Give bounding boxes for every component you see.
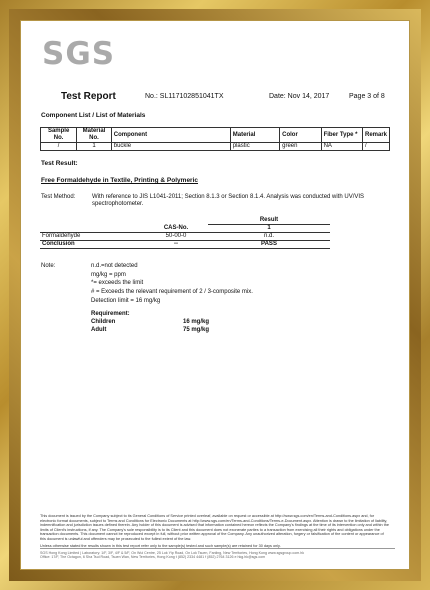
col-sample-no: Sample No. xyxy=(41,128,77,143)
report-title: Test Report xyxy=(61,91,116,102)
test-result-heading: Test Result: xyxy=(41,160,78,167)
note-line: Detection limit = 16 mg/kg xyxy=(91,298,161,304)
analyte-cas: 50-00-0 xyxy=(144,233,208,241)
requirement-group: Children xyxy=(91,319,116,325)
component-header-row xyxy=(41,128,390,143)
analyte-name: Formaldehyde xyxy=(40,233,144,241)
result-subheader-row xyxy=(40,225,330,233)
requirement-limit: 75 mg/kg xyxy=(183,327,210,333)
result-row xyxy=(40,233,330,241)
requirement-group: Adult xyxy=(91,327,107,333)
sgs-logo: SGS xyxy=(42,36,116,72)
col-component: Component xyxy=(111,128,230,143)
note-label: Note: xyxy=(41,263,56,269)
cell-fiber-type: NA xyxy=(321,143,362,151)
component-heading: Component List / List of Materials xyxy=(41,112,146,119)
legal-text: This document is issued by the Company subject to its General Conditions of Service printed overleaf, available on request or accessible at http://www.sgs.com/en/Terms-and-Conditions.aspx and, for electronic format documents, subject to Terms and Conditions for Electronic Documents at http://www.sgs.com/en/Terms-and-Conditions/Terms-e-Document.aspx. Attention is drawn to the limitation of liability, indemnification and jurisdiction issues defined therein. Any holder of this document is advised that information contained hereon reflects the Company's findings at the time of its intervention only and within the limits of Client's instructions, if any. The Company's sole responsibility is to its Client and this document does not exonerate parties to a transaction from exercising all their rights and obligations under the transaction documents. This document cannot be reproduced except in full, without prior written approval of the Company. Any unauthorized alteration, forgery or falsification of the content or appearance of this document is unlawful and offenders may be prosecuted to the fullest extent of the law. xyxy=(40,514,389,541)
col-color: Color xyxy=(280,128,321,143)
cell-component: buckle xyxy=(111,143,230,151)
col-remark: Remark xyxy=(362,128,389,143)
page-number: Page 3 of 8 xyxy=(349,93,385,100)
note-line: mg/kg = ppm xyxy=(91,272,126,278)
address-line: SGS Hong Kong Limited | Laboratory: 1/F, 3/F, 4/F & 5/F, On Wui Centre, 25 Lok Yip Road, On Lok Tsuen, Fanling, New Territories, Hong Kong www.sgsgroup.com.hk xyxy=(40,551,305,555)
test-subject: Free Formaldehyde in Textile, Printing & Polymeric xyxy=(41,177,199,184)
cell-color: green xyxy=(280,143,321,151)
result-header: Result xyxy=(208,217,330,225)
col-material: Material xyxy=(230,128,279,143)
cell-remark: / xyxy=(362,143,389,151)
sample-header: 1 xyxy=(208,225,330,233)
office-line: Office: 17/F, The Octagon, 6 Sha Tsui Road, Tsuen Wan, New Territories, Hong Kong t (852) 2334 4481 f (852) 2764 3126 e hkg.hk@sgs.com xyxy=(40,555,266,559)
result-table xyxy=(40,217,330,249)
address-bar xyxy=(40,548,395,559)
conclusion-name: Conclusion xyxy=(40,241,144,249)
cell-material-no: 1 xyxy=(77,143,111,151)
conclusion-row xyxy=(40,241,330,249)
component-table xyxy=(40,127,390,151)
report-number: No.: SL117102851041TX xyxy=(145,93,224,100)
col-material-no: Material No. xyxy=(77,128,111,143)
report-date: Date: Nov 14, 2017 xyxy=(269,93,330,100)
requirement-label: Requirement: xyxy=(91,311,130,317)
result-header-row xyxy=(40,217,330,225)
col-fiber-type: Fiber Type * xyxy=(321,128,362,143)
note-line: *= exceeds the limit xyxy=(91,280,144,286)
cell-sample-no: / xyxy=(41,143,77,151)
method-label: Test Method: xyxy=(41,194,76,200)
cas-header: CAS-No. xyxy=(144,225,208,233)
document-page xyxy=(20,20,410,570)
requirement-limit: 16 mg/kg xyxy=(183,319,210,325)
component-row xyxy=(41,143,390,151)
conclusion-cas: -- xyxy=(144,241,208,249)
sample-note: Unless otherwise stated the results shown in this test report refer only to the sample(s) tested and such sample(s) are retained for 30 days only. xyxy=(40,543,281,548)
note-line: # = Exceeds the relevant requirement of 2 / 3-composite mix. xyxy=(91,289,253,295)
method-text: With reference to JIS L1041-2011; Section 8.1.3 or Section 8.1.4. Analysis was conducted with UV/VIS spectrophotometer. xyxy=(92,194,365,207)
analyte-value: n.d. xyxy=(208,233,330,241)
conclusion-value: PASS xyxy=(208,241,330,249)
legal-footer xyxy=(40,514,390,548)
cell-material: plastic xyxy=(230,143,279,151)
note-line: n.d.=not detected xyxy=(91,263,138,269)
